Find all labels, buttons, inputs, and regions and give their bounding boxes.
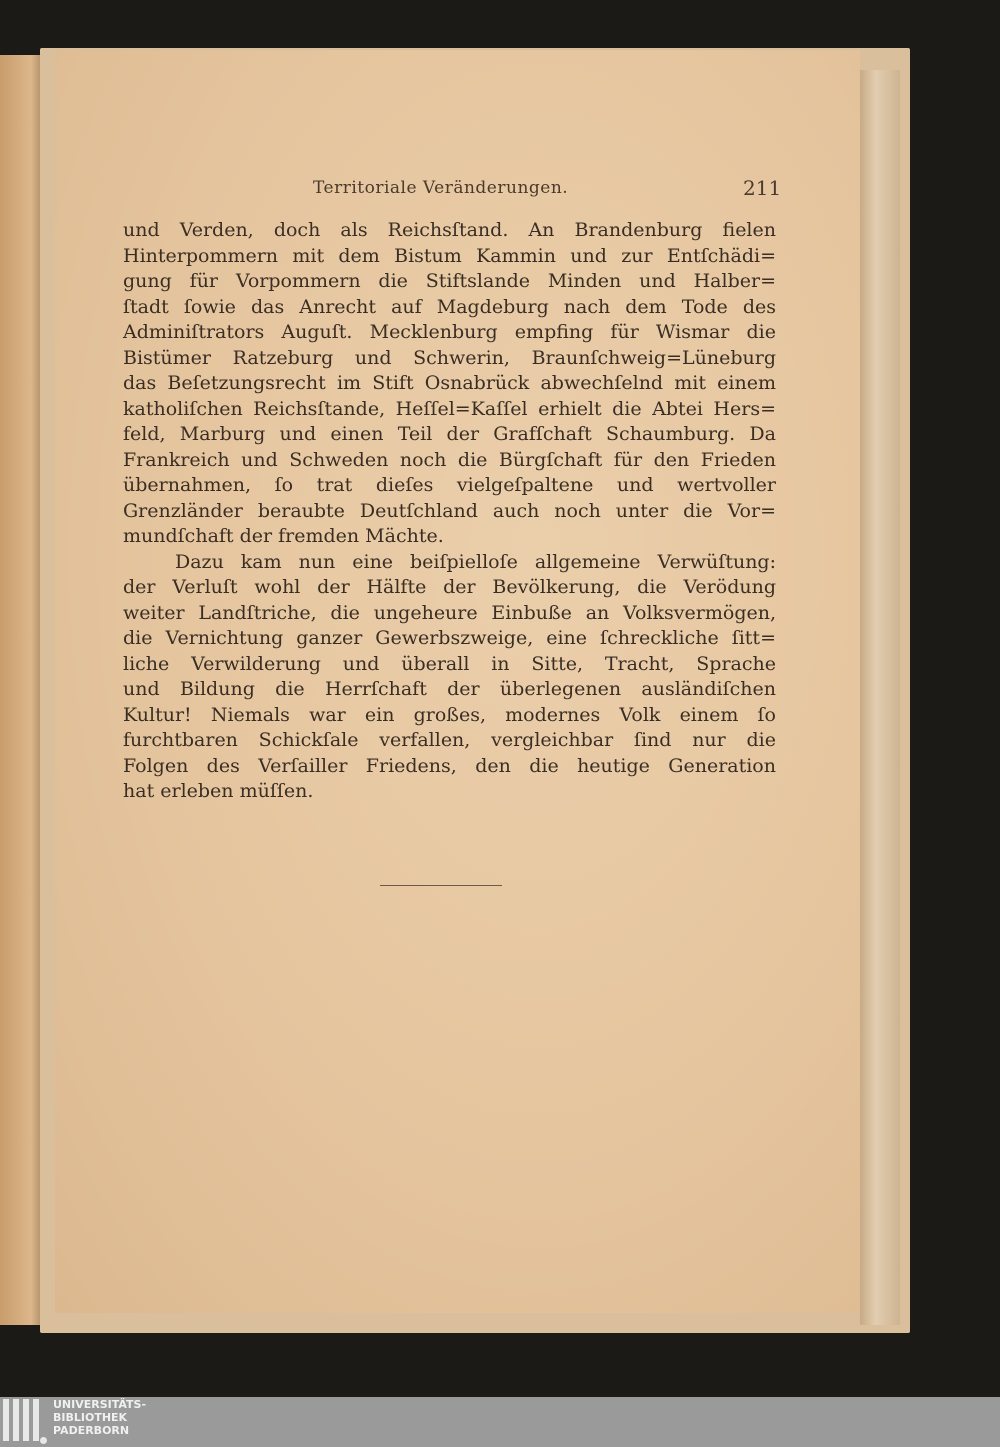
- book-spine-edge: [860, 70, 900, 1325]
- text-line: der Verluſt wohl der Hälfte der Bevölkerung, die Verödung: [123, 576, 776, 598]
- text-line: Adminiſtrators Auguſt. Mecklenburg empfing für Wismar die: [123, 321, 776, 343]
- text-line: feld, Marburg und einen Teil der Grafſchaft Schaumburg. Da: [123, 423, 776, 445]
- text-line: mundſchaft der fremden Mächte.: [123, 525, 444, 547]
- text-line: Grenzländer beraubte Deutſchland auch noch unter die Vor=: [123, 499, 776, 522]
- text-line: die Vernichtung ganzer Gewerbszweige, eine ſchreckliche ſitt=: [123, 627, 776, 649]
- library-logo-icon: [3, 1399, 43, 1445]
- library-logo-text: [53, 1398, 146, 1437]
- header-title: Territoriale Veränderungen.: [313, 178, 569, 198]
- library-logo-band: [0, 1397, 1000, 1447]
- text-line: übernahmen, ſo trat dieſes vielgeſpaltene und wertvoller: [123, 474, 776, 496]
- text-line: hat erleben müſſen.: [123, 780, 314, 802]
- text-line: Dazu kam nun eine beiſpielloſe allgemeine Verwüſtung:: [175, 550, 776, 573]
- running-header: [55, 178, 860, 208]
- logo-line: BIBLIOTHEK: [53, 1411, 128, 1424]
- logo-dot: [40, 1437, 47, 1444]
- text-line: und Verden, doch als Reichsſtand. An Brandenburg fielen: [123, 219, 776, 241]
- book-page: [55, 50, 860, 1313]
- end-rule: [380, 885, 502, 886]
- text-line: Folgen des Verſailler Friedens, den die heutige Generation: [123, 754, 776, 777]
- text-line: das Beſetzungsrecht im Stift Osnabrück abwechſelnd mit einem: [123, 372, 776, 394]
- logo-line: PADERBORN: [53, 1424, 130, 1437]
- page-number: 211: [743, 176, 782, 200]
- text-line: Kultur! Niemals war ein großes, modernes Volk einem ſo: [123, 703, 776, 726]
- text-line: liche Verwilderung und überall in Sitte, Tracht, Sprache: [123, 652, 776, 675]
- page-body: [123, 218, 776, 805]
- text-line: weiter Landſtriche, die ungeheure Einbuße an Volksvermögen,: [123, 601, 776, 624]
- text-line: katholiſchen Reichsſtande, Heſſel=Kaſſel erhielt die Abtei Hers=: [123, 397, 776, 420]
- logo-line: UNIVERSITÄTS-: [53, 1398, 147, 1411]
- text-line: ſtadt ſowie das Anrecht auf Magdeburg nach dem Tode des: [123, 295, 776, 318]
- text-line: und Bildung die Herrſchaft der überlegenen ausländiſchen: [123, 678, 776, 700]
- text-line: Hinterpommern mit dem Bistum Kammin und zur Entſchädi=: [123, 244, 776, 267]
- text-line: Bistümer Ratzeburg und Schwerin, Braunſchweig=Lüneburg: [123, 346, 776, 369]
- text-line: Frankreich und Schweden noch die Bürgſchaft für den Frieden: [123, 448, 776, 471]
- text-line: gung für Vorpommern die Stiftslande Minden und Halber=: [123, 270, 776, 292]
- text-line: furchtbaren Schickſale verfallen, vergleichbar ſind nur die: [123, 729, 776, 751]
